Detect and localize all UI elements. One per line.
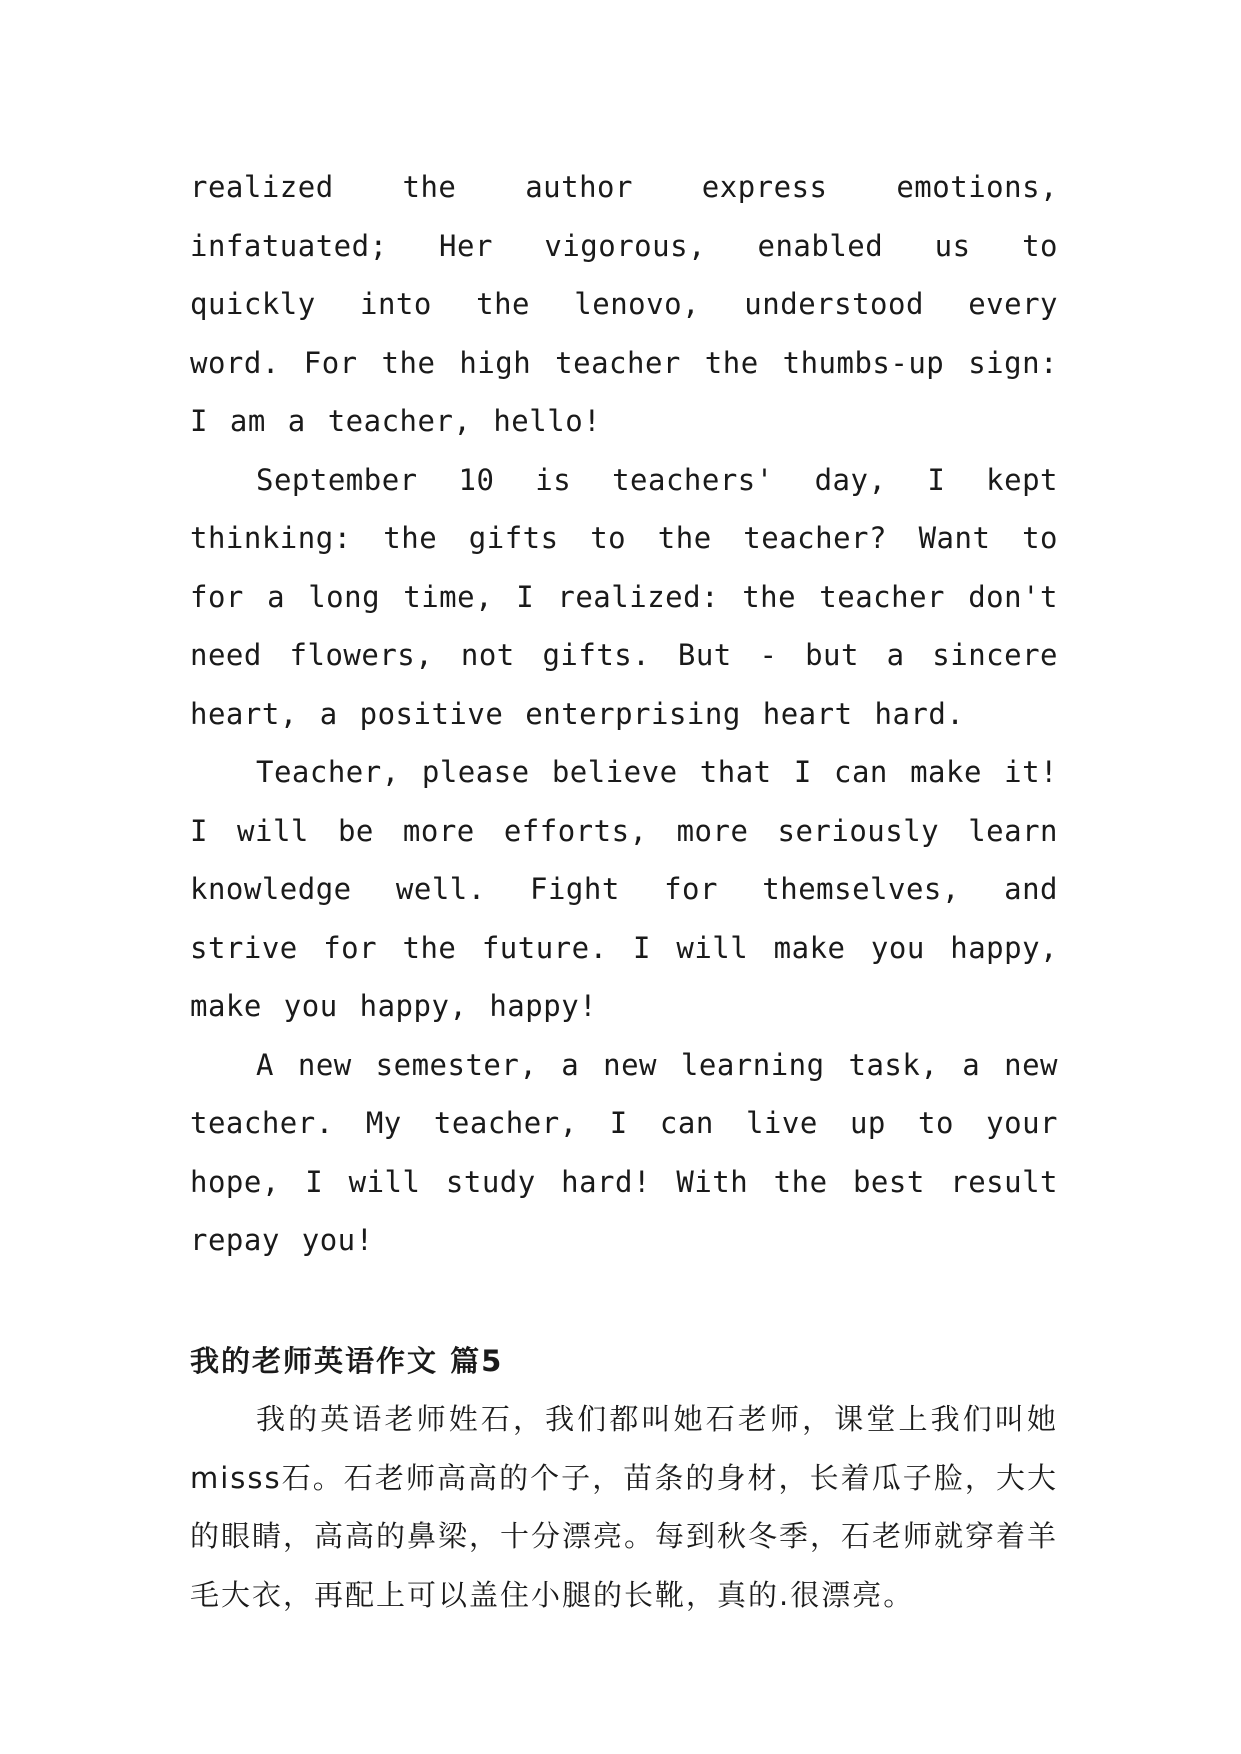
paragraph-3: Teacher, please believe that I can make it! I will be more efforts, more seriously learn knowledge well. Fight for themselves, and strive for the future. I will make you happy, make you happy, happy! [190, 755, 1058, 1023]
paragraph-4: A new semester, a new learning task, a new teacher. My teacher, I can live up to your hope, I will study hard! With the best result repay you! [190, 1047, 1058, 1257]
document-page [190, 158, 1058, 1624]
paragraph-1: realized the author express emotions, infatuated; Her vigorous, enabled us to quickly into the lenovo, understood every word. For the high teacher the thumbs-up sign: I am a teacher, hello! [190, 170, 1058, 438]
section-title: 我的老师英语作文 篇5 [190, 1343, 504, 1378]
section-paragraph: 我的英语老师姓石，我们都叫她石老师，课堂上我们叫她misss石。石老师高高的个子，苗条的身材，长着瓜子脸，大大的眼睛，高高的鼻梁，十分漂亮。每到秋冬季，石老师就穿着羊毛大衣，再配上可以盖住小腿的长靴，真的.很漂亮。 [190, 1402, 1059, 1612]
paragraph-2: September 10 is teachers' day, I kept thinking: the gifts to the teacher? Want to for a long time, I realized: the teacher don't need flowers, not gifts. But - but a sincere heart, a positive enterprising heart hard. [190, 462, 1058, 731]
